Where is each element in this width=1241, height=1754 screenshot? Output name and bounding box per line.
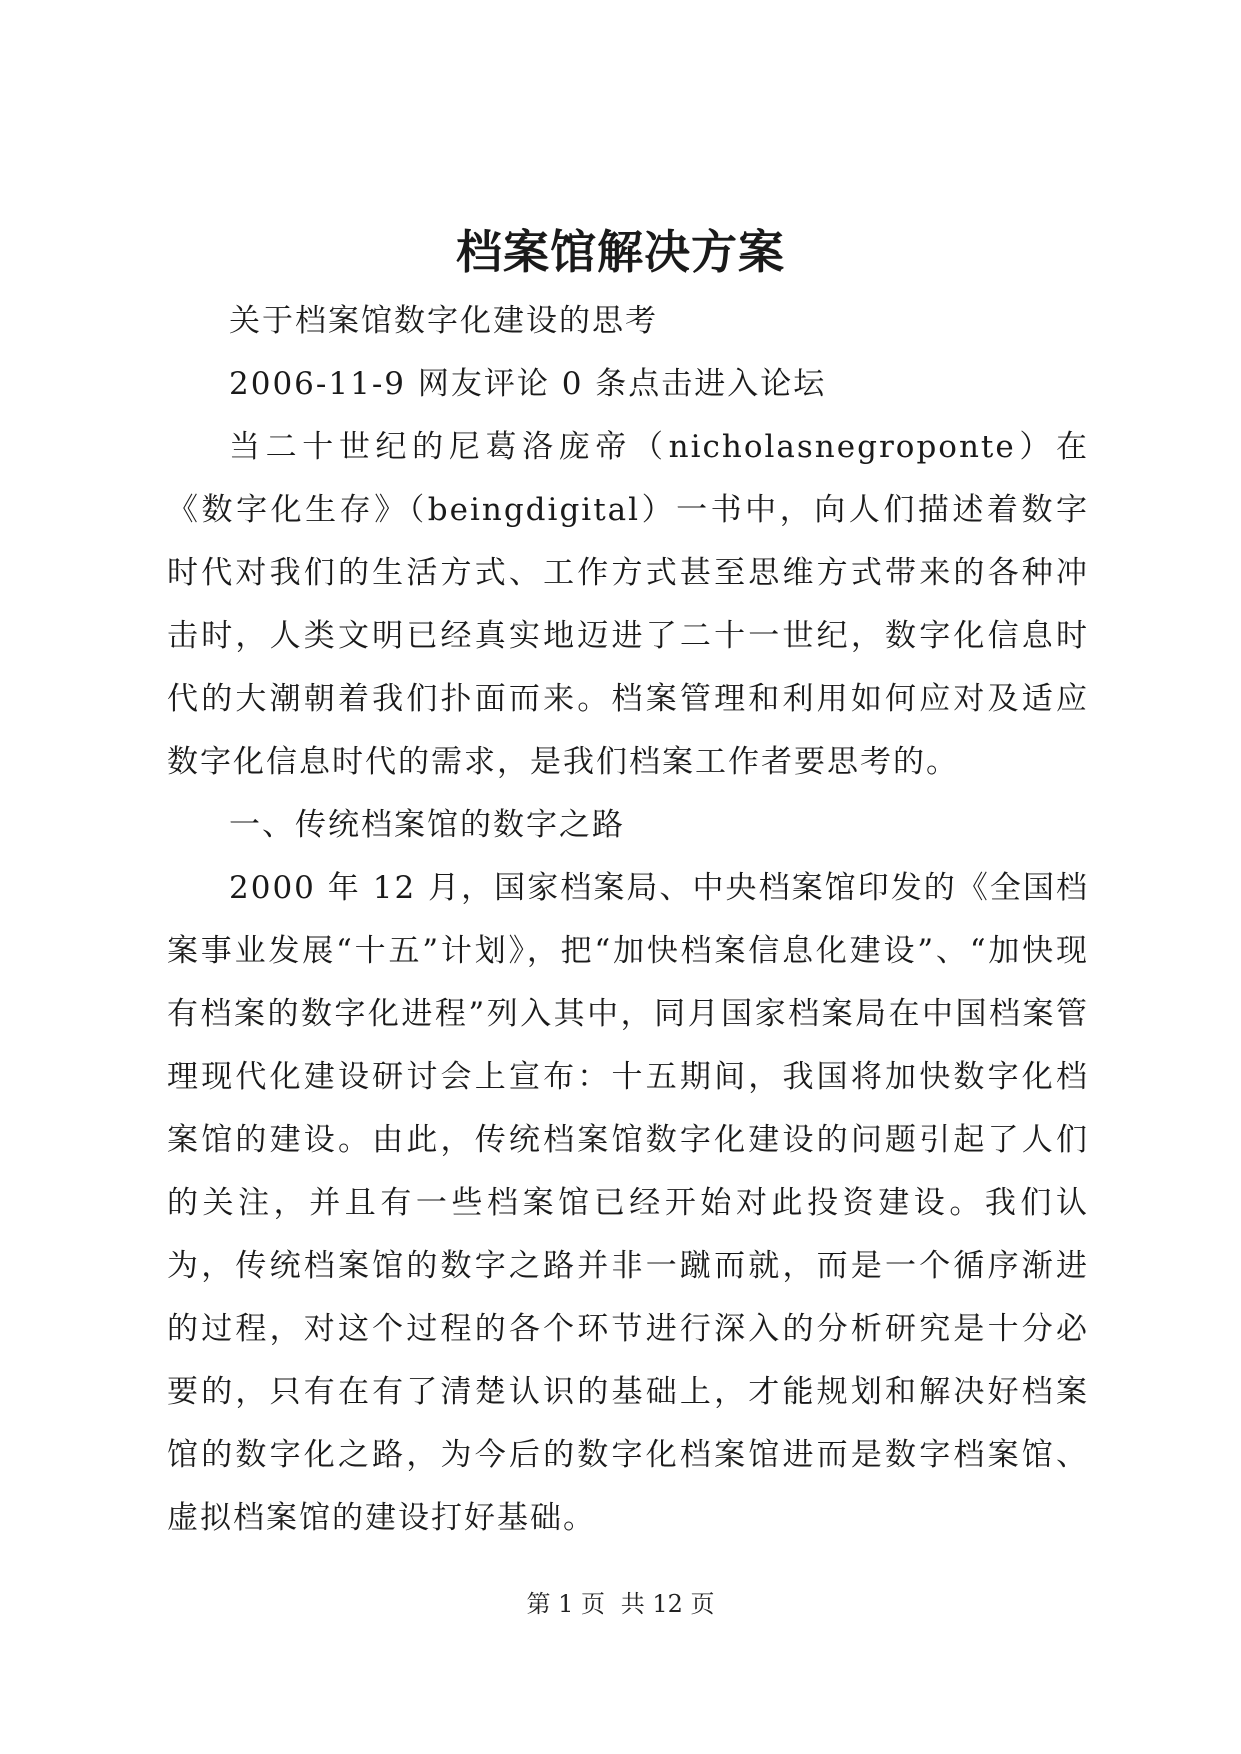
page-title: 档案馆解决方案 <box>456 225 785 279</box>
intro-paragraph: 当二十世纪的尼葛洛庞帝（nicholasnegroponte）在《数字化生存》（beingdigital）一书中，向人们描述着数字时代对我们的生活方式、工作方式甚至思维方式带来的各种冲击时，人类文明已经真实地迈进了二十一世纪，数字化信息时代的大潮朝着我们扑面而来。档案管理和利用如何应对及适应数字化信息时代的需求，是我们档案工作者要思考的。 <box>167 429 1089 780</box>
document-body <box>167 290 1089 1550</box>
page-number: 第 1 页 <box>526 1590 606 1618</box>
page-total: 共 12 页 <box>620 1590 715 1618</box>
subtitle-paragraph: 关于档案馆数字化建设的思考 <box>229 303 658 339</box>
meta-paragraph: 2006-11-9 网友评论 0 条点击进入论坛 <box>229 366 827 402</box>
page-footer <box>0 1588 1241 1620</box>
section-paragraph: 2000 年 12 月，国家档案局、中央档案馆印发的《全国档案事业发展“十五”计划》，把“加快档案信息化建设”、“加快现有档案的数字化进程”列入其中，同月国家档案局在中国档案管理现代化建设研讨会上宣布：十五期间，我国将加快数字化档案馆的建设。由此，传统档案馆数字化建设的问题引起了人们的关注，并且有一些档案馆已经开始对此投资建设。我们认为，传统档案馆的数字之路并非一蹴而就，而是一个循序渐进的过程，对这个过程的各个环节进行深入的分析研究是十分必要的，只有在有了清楚认识的基础上，才能规划和解决好档案馆的数字化之路，为今后的数字化档案馆进而是数字档案馆、虚拟档案馆的建设打好基础。 <box>167 870 1089 1536</box>
section-heading: 一、传统档案馆的数字之路 <box>229 807 625 843</box>
